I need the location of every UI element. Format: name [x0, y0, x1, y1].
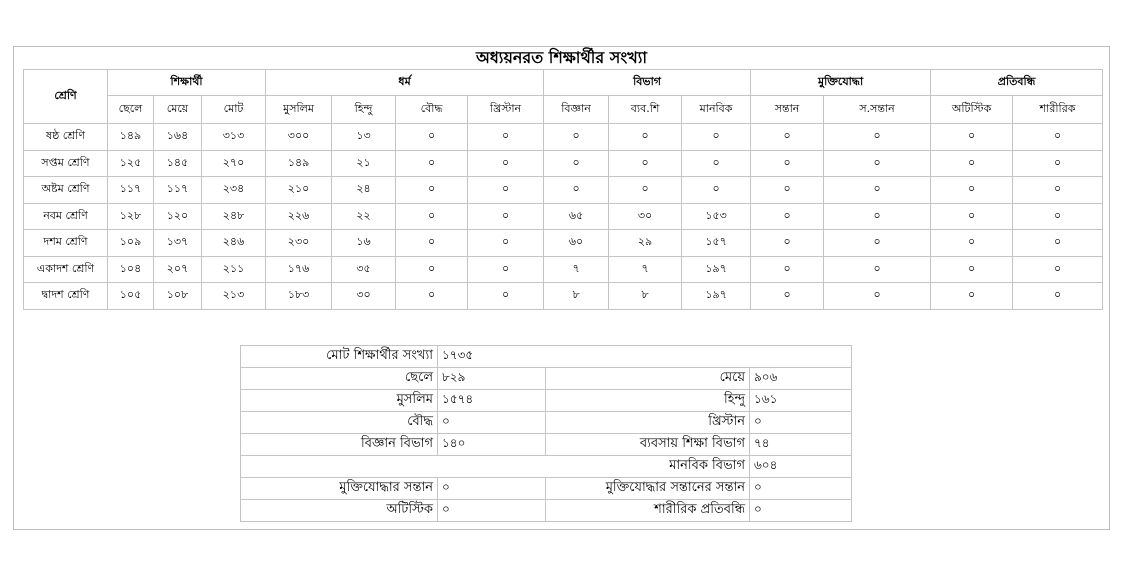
value-cell: ০: [824, 177, 931, 204]
value-cell: ১০৮: [154, 283, 202, 310]
page-title: অধ্যয়নরত শিক্ষার্থীর সংখ্যা: [475, 48, 648, 67]
subheader-physical: শারীরিক: [1013, 96, 1103, 124]
value-cell: ১৪৯: [108, 124, 154, 151]
group-header-freedom-fighter: মুক্তিযোদ্ধা: [751, 70, 931, 96]
value-cell: ০: [751, 230, 824, 257]
value-cell: ০: [751, 150, 824, 177]
christian-label: খ্রিস্টান: [546, 412, 750, 434]
total-students-label: মোট শিক্ষার্থীর সংখ্যা: [241, 346, 438, 368]
value-cell: ০: [468, 230, 544, 257]
value-cell: ০: [824, 203, 931, 230]
autistic-label: অটিস্টিক: [241, 500, 438, 522]
value-cell: ২৪: [332, 177, 396, 204]
total-students-value: ১৭৩৫: [438, 346, 852, 368]
class-cell: দশম শ্রেণি: [24, 230, 108, 257]
table-row: [24, 124, 1103, 151]
value-cell: ০: [1013, 124, 1103, 151]
value-cell: ২৪৬: [202, 230, 266, 257]
subheader-boys: ছেলে: [108, 96, 154, 124]
table-row: [24, 150, 1103, 177]
value-cell: ০: [396, 230, 468, 257]
value-cell: ০: [931, 177, 1013, 204]
value-cell: ০: [544, 124, 609, 151]
group-header-religion: ধর্ম: [266, 70, 544, 96]
value-cell: ৬৫: [544, 203, 609, 230]
class-header: শ্রেণি: [24, 70, 108, 124]
value-cell: ২৩০: [266, 230, 332, 257]
value-cell: ০: [396, 203, 468, 230]
value-cell: ২১১: [202, 256, 266, 283]
subheader-muslim: মুসলিম: [266, 96, 332, 124]
value-cell: ০: [468, 283, 544, 310]
value-cell: ০: [396, 124, 468, 151]
value-cell: ০: [751, 283, 824, 310]
value-cell: ১২৮: [108, 203, 154, 230]
class-cell: সপ্তম শ্রেণি: [24, 150, 108, 177]
physical-value: ০: [750, 500, 852, 522]
value-cell: ০: [751, 124, 824, 151]
value-cell: ১৪৯: [266, 150, 332, 177]
hindu-value: ১৬১: [750, 390, 852, 412]
value-cell: ২৪৮: [202, 203, 266, 230]
buddhist-value: ০: [438, 412, 546, 434]
subheader-autistic: অটিস্টিক: [931, 96, 1013, 124]
class-cell: নবম শ্রেণি: [24, 203, 108, 230]
value-cell: ১০৫: [108, 283, 154, 310]
value-cell: ০: [751, 256, 824, 283]
value-cell: ১০৯: [108, 230, 154, 257]
value-cell: ১৬: [332, 230, 396, 257]
subheader-humanities: মানবিক: [682, 96, 751, 124]
value-cell: ২১: [332, 150, 396, 177]
value-cell: ০: [396, 256, 468, 283]
physical-label: শারীরিক প্রতিবন্ধি: [546, 500, 750, 522]
value-cell: ০: [824, 256, 931, 283]
value-cell: ১২৫: [108, 150, 154, 177]
summary-row: [241, 412, 852, 434]
summary-table: [240, 345, 852, 522]
value-cell: ২৭০: [202, 150, 266, 177]
value-cell: ৩০: [609, 203, 682, 230]
hindu-label: হিন্দু: [546, 390, 750, 412]
value-cell: ০: [682, 124, 751, 151]
value-cell: ০: [931, 283, 1013, 310]
humanities-label: মানবিক বিভাগ: [241, 456, 750, 478]
value-cell: ০: [396, 177, 468, 204]
value-cell: ০: [396, 150, 468, 177]
summary-row: [241, 434, 852, 456]
subheader-total: মোট: [202, 96, 266, 124]
subheader-child: সন্তান: [751, 96, 824, 124]
value-cell: ০: [682, 177, 751, 204]
girls-label: মেয়ে: [546, 368, 750, 390]
value-cell: ০: [931, 124, 1013, 151]
ff-grandchild-label: মুক্তিযোদ্ধার সন্তানের সন্তান: [546, 478, 750, 500]
business-label: ব্যবসায় শিক্ষা বিভাগ: [546, 434, 750, 456]
subheader-business: ব্যব.শি: [609, 96, 682, 124]
table-row: [24, 203, 1103, 230]
value-cell: ২৯: [609, 230, 682, 257]
value-cell: ৩০০: [266, 124, 332, 151]
value-cell: ০: [544, 177, 609, 204]
subheader-christian: খ্রিস্টান: [468, 96, 544, 124]
table-row: [24, 256, 1103, 283]
value-cell: ১১৭: [108, 177, 154, 204]
value-cell: ০: [751, 177, 824, 204]
value-cell: ১৭৬: [266, 256, 332, 283]
class-cell: অষ্টম শ্রেণি: [24, 177, 108, 204]
value-cell: ০: [824, 230, 931, 257]
table-row: [24, 283, 1103, 310]
value-cell: ০: [468, 177, 544, 204]
value-cell: ৮: [609, 283, 682, 310]
value-cell: ০: [609, 177, 682, 204]
value-cell: ০: [931, 150, 1013, 177]
value-cell: ০: [682, 150, 751, 177]
girls-value: ৯০৬: [750, 368, 852, 390]
value-cell: ১৩: [332, 124, 396, 151]
value-cell: ০: [396, 283, 468, 310]
value-cell: ০: [751, 203, 824, 230]
value-cell: ২০৭: [154, 256, 202, 283]
value-cell: ০: [468, 150, 544, 177]
value-cell: ০: [468, 124, 544, 151]
group-header-disability: প্রতিবন্ধি: [931, 70, 1103, 96]
subheader-grandchild: স.সন্তান: [824, 96, 931, 124]
value-cell: ০: [609, 124, 682, 151]
value-cell: ৭: [609, 256, 682, 283]
value-cell: ০: [609, 150, 682, 177]
value-cell: ০: [824, 150, 931, 177]
value-cell: ৩১৩: [202, 124, 266, 151]
value-cell: ১১৭: [154, 177, 202, 204]
value-cell: ০: [931, 256, 1013, 283]
muslim-value: ১৫৭৪: [438, 390, 546, 412]
value-cell: ০: [824, 124, 931, 151]
value-cell: ০: [1013, 230, 1103, 257]
value-cell: ১০৪: [108, 256, 154, 283]
student-count-table: [23, 69, 1103, 310]
ff-child-value: ০: [438, 478, 546, 500]
value-cell: ০: [824, 283, 931, 310]
subheader-hindu: হিন্দু: [332, 96, 396, 124]
value-cell: ৮: [544, 283, 609, 310]
value-cell: ১৩৭: [154, 230, 202, 257]
table-row: [24, 230, 1103, 257]
value-cell: ১৫৩: [682, 203, 751, 230]
value-cell: ০: [1013, 203, 1103, 230]
summary-row: [241, 390, 852, 412]
value-cell: ০: [1013, 283, 1103, 310]
value-cell: ৩০: [332, 283, 396, 310]
muslim-label: মুসলিম: [241, 390, 438, 412]
value-cell: ৭: [544, 256, 609, 283]
table-row: [24, 177, 1103, 204]
value-cell: ০: [544, 150, 609, 177]
class-cell: ষষ্ঠ শ্রেণি: [24, 124, 108, 151]
boys-value: ৮২৯: [438, 368, 546, 390]
value-cell: ০: [931, 203, 1013, 230]
value-cell: ১৫৭: [682, 230, 751, 257]
value-cell: ১৪৫: [154, 150, 202, 177]
ff-child-label: মুক্তিযোদ্ধার সন্তান: [241, 478, 438, 500]
boys-label: ছেলে: [241, 368, 438, 390]
subheader-girls: মেয়ে: [154, 96, 202, 124]
value-cell: ১৮৩: [266, 283, 332, 310]
value-cell: ২৩৪: [202, 177, 266, 204]
value-cell: ১৬৪: [154, 124, 202, 151]
subheader-buddhist: বৌদ্ধ: [396, 96, 468, 124]
value-cell: ০: [1013, 256, 1103, 283]
summary-row: [241, 346, 852, 368]
value-cell: ২১৩: [202, 283, 266, 310]
autistic-value: ০: [438, 500, 546, 522]
science-label: বিজ্ঞান বিভাগ: [241, 434, 438, 456]
value-cell: ২২: [332, 203, 396, 230]
class-cell: দ্বাদশ শ্রেণি: [24, 283, 108, 310]
value-cell: ১২০: [154, 203, 202, 230]
value-cell: ২২৬: [266, 203, 332, 230]
value-cell: ১৯৭: [682, 256, 751, 283]
summary-row: [241, 368, 852, 390]
value-cell: ২১০: [266, 177, 332, 204]
value-cell: ০: [468, 203, 544, 230]
value-cell: ০: [1013, 150, 1103, 177]
buddhist-label: বৌদ্ধ: [241, 412, 438, 434]
value-cell: ০: [468, 256, 544, 283]
class-cell: একাদশ শ্রেণি: [24, 256, 108, 283]
value-cell: ৩৫: [332, 256, 396, 283]
humanities-value: ৬০৪: [750, 456, 852, 478]
group-header-students: শিক্ষার্থী: [108, 70, 266, 96]
value-cell: ০: [1013, 177, 1103, 204]
value-cell: ০: [931, 230, 1013, 257]
christian-value: ০: [750, 412, 852, 434]
summary-row: [241, 478, 852, 500]
subheader-science: বিজ্ঞান: [544, 96, 609, 124]
business-value: ৭৪: [750, 434, 852, 456]
group-header-department: বিভাগ: [544, 70, 751, 96]
value-cell: ১৯৭: [682, 283, 751, 310]
value-cell: ৬০: [544, 230, 609, 257]
ff-grandchild-value: ০: [750, 478, 852, 500]
science-value: ১৪০: [438, 434, 546, 456]
summary-row: [241, 456, 852, 478]
summary-row: [241, 500, 852, 522]
